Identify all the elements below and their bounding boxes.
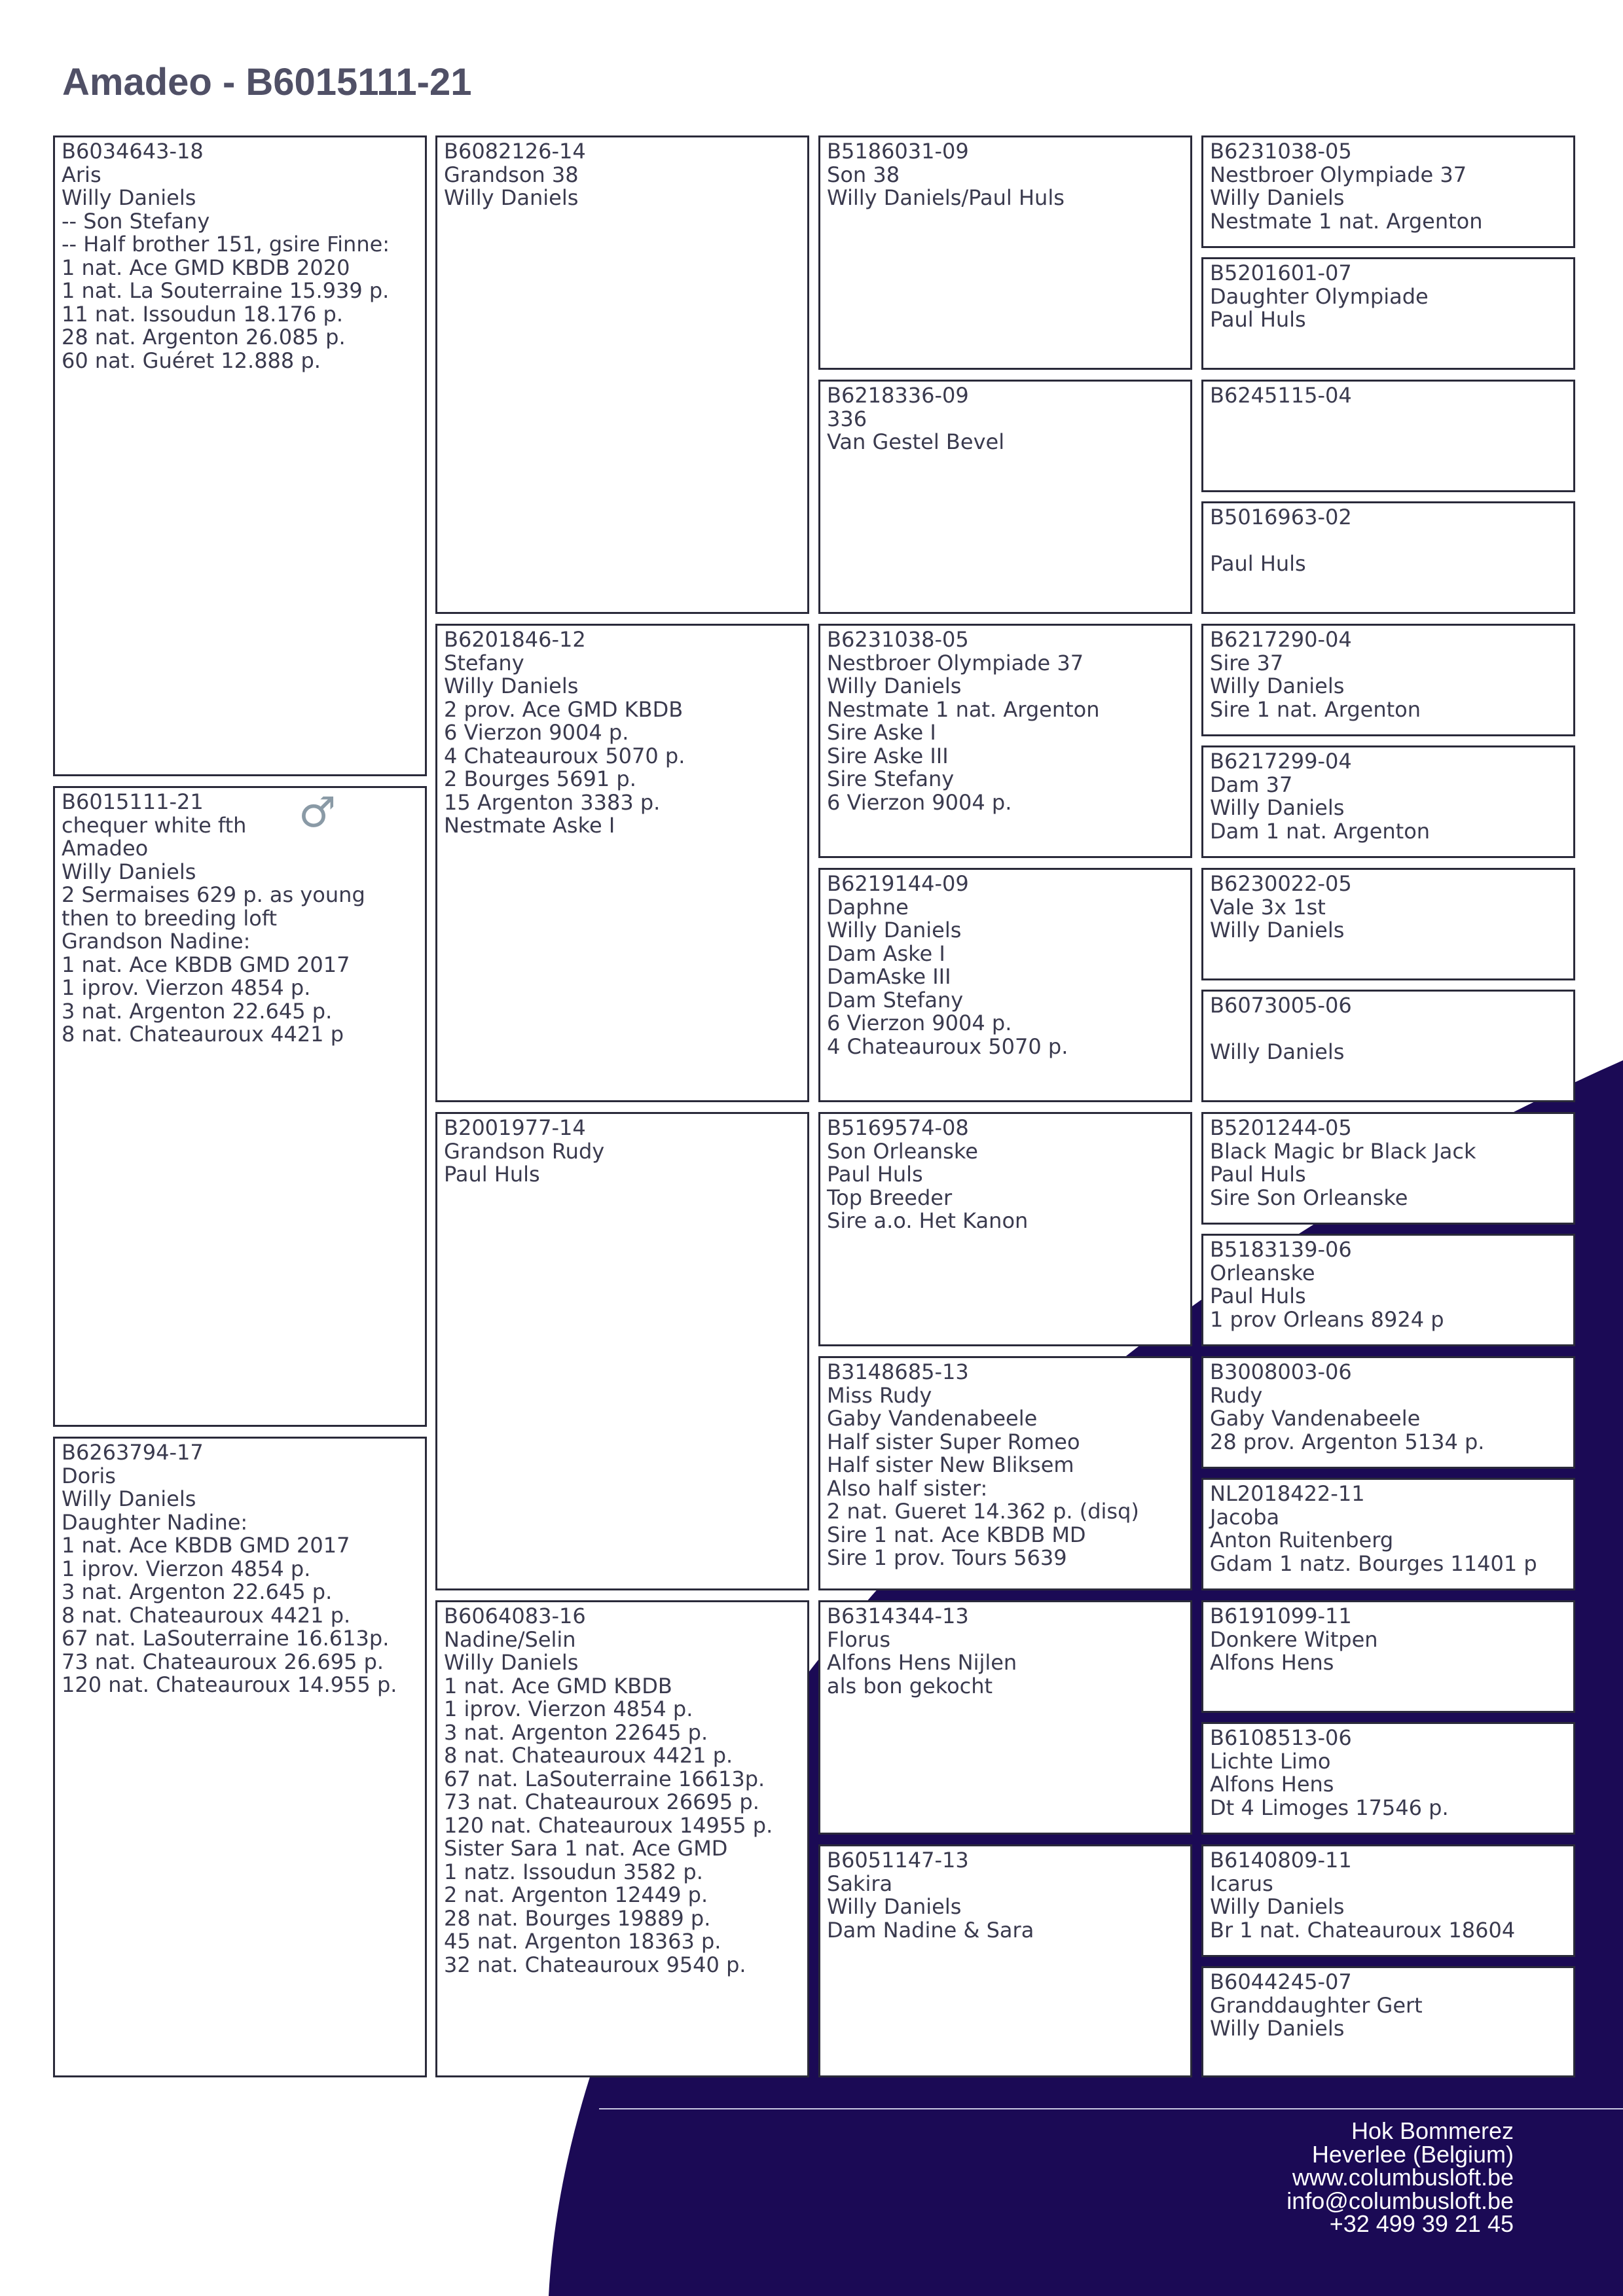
pedigree-line: Sister Sara 1 nat. Ace GMD xyxy=(444,1836,728,1861)
pedigree-line: Br 1 nat. Chateauroux 18604 xyxy=(1210,1917,1516,1943)
pedigree-line: Paul Huls xyxy=(444,1162,540,1187)
pedigree-line: Nestmate Aske I xyxy=(444,813,615,838)
pedigree-line: 73 nat. Chateauroux 26695 p. xyxy=(444,1789,759,1814)
pedigree-line: 67 nat. LaSouterraine 16613p. xyxy=(444,1766,765,1791)
pedigree-box-great-grandparent xyxy=(818,135,1192,370)
pedigree-line: 2 prov. Ace GMD KBDB xyxy=(444,696,684,722)
pedigree-line: DamAske III xyxy=(827,964,951,989)
pedigree-line: 1 nat. Ace KBDB GMD 2017 xyxy=(62,952,350,977)
pedigree-line: 1 nat. Ace GMD KBDB 2020 xyxy=(62,255,350,280)
pedigree-line: 28 nat. Argenton 26.085 p. xyxy=(62,325,346,350)
pedigree-box-grandparent xyxy=(435,624,809,1102)
pedigree-line: Black Magic br Black Jack xyxy=(1210,1138,1476,1164)
pedigree-line: Willy Daniels xyxy=(1210,795,1345,820)
pedigree-line: Willy Daniels xyxy=(444,673,579,698)
loft-location: Heverlee (Belgium) xyxy=(1311,2140,1514,2168)
pedigree-line: Anton Ruitenberg xyxy=(1210,1528,1394,1552)
pedigree-box-great-grandparent xyxy=(818,1112,1192,1346)
pedigree-line: Dam Nadine & Sara xyxy=(827,1917,1034,1943)
pedigree-line: Sire 1 nat. Ace KBDB MD xyxy=(827,1522,1086,1547)
pedigree-line: Daphne xyxy=(827,894,909,920)
ring-number: B6218336-09 xyxy=(827,383,969,408)
pedigree-line: 11 nat. Issoudun 18.176 p. xyxy=(62,301,343,327)
pedigree-line: 1 nat. Ace GMD KBDB xyxy=(444,1673,672,1698)
pedigree-box-great-great-grandparent xyxy=(1201,257,1575,370)
pedigree-line: 4 Chateauroux 5070 p. xyxy=(827,1033,1068,1059)
ring-number: B6051147-13 xyxy=(827,1848,969,1873)
website-link[interactable]: www.columbusloft.be xyxy=(1292,2164,1514,2191)
pedigree-line: 1 iprov. Vierzon 4854 p. xyxy=(444,1696,693,1721)
pedigree-box-subject xyxy=(53,786,427,1427)
ring-number: B5016963-02 xyxy=(1210,505,1352,529)
pedigree-line: Willy Daniels/Paul Huls xyxy=(827,185,1065,210)
pedigree-line: Willy Daniels xyxy=(1210,1894,1345,1919)
pedigree-line: Gdam 1 natz. Bourges 11401 p xyxy=(1210,1551,1537,1576)
pedigree-box-great-great-grandparent xyxy=(1201,1112,1575,1225)
pedigree-box-great-great-grandparent xyxy=(1201,501,1575,614)
pedigree-line: Nestmate 1 nat. Argenton xyxy=(827,696,1100,722)
pedigree-line: Jacoba xyxy=(1210,1504,1280,1530)
pedigree-line xyxy=(1210,529,1567,553)
pedigree-line: 45 nat. Argenton 18363 p. xyxy=(444,1929,721,1954)
ring-number: B5186031-09 xyxy=(827,139,969,164)
pedigree-line: Willy Daniels xyxy=(62,859,196,884)
pedigree-line: Donkere Witpen xyxy=(1210,1626,1378,1652)
male-symbol-icon: ♂ xyxy=(299,789,337,837)
pedigree-line: Sakira xyxy=(827,1871,893,1896)
ring-number: B6044245-07 xyxy=(1210,1969,1352,1994)
pedigree-line: 73 nat. Chateauroux 26.695 p. xyxy=(62,1649,384,1674)
pedigree-line: Willy Daniels xyxy=(827,673,962,698)
ring-number: B5201601-07 xyxy=(1210,260,1352,285)
pedigree-line: chequer white fth xyxy=(62,812,247,838)
pedigree-line: Icarus xyxy=(1210,1871,1273,1896)
pedigree-line: Willy Daniels xyxy=(1210,1039,1345,1064)
pedigree-line: Vale 3x 1st xyxy=(1210,894,1326,920)
pedigree-line: Willy Daniels xyxy=(444,1650,579,1675)
pedigree-box-dam xyxy=(53,1437,427,2077)
pedigree-line: 1 iprov. Vierzon 4854 p. xyxy=(62,975,311,1000)
pedigree-line xyxy=(1210,1018,1567,1041)
pedigree-line: 8 nat. Chateauroux 4421 p xyxy=(62,1022,344,1047)
pedigree-box-great-great-grandparent xyxy=(1201,990,1575,1102)
pedigree-line: Half sister New Bliksem xyxy=(827,1452,1074,1477)
pedigree-line: Aris xyxy=(62,162,101,187)
pedigree-line: Dam 1 nat. Argenton xyxy=(1210,818,1431,844)
contact-block xyxy=(1286,2119,1514,2236)
pedigree-line: Willy Daniels xyxy=(1210,918,1345,942)
ring-number: B5183139-06 xyxy=(1210,1237,1352,1262)
pedigree-line: 6 Vierzon 9004 p. xyxy=(444,720,629,745)
pedigree-line: Sire Aske III xyxy=(827,743,949,768)
pedigree-line: Son 38 xyxy=(827,162,900,187)
pedigree-box-grandparent xyxy=(435,1112,809,1590)
pedigree-line: Willy Daniels xyxy=(62,1486,196,1511)
pedigree-line: 1 prov Orleans 8924 p xyxy=(1210,1306,1444,1332)
pedigree-line: Willy Daniels xyxy=(1210,2016,1345,2041)
pedigree-line: Sire a.o. Het Kanon xyxy=(827,1208,1029,1233)
pedigree-line: Willy Daniels xyxy=(1210,185,1345,210)
pedigree-line: Paul Huls xyxy=(827,1162,923,1187)
pedigree-line: 4 Chateauroux 5070 p. xyxy=(444,743,685,768)
pedigree-line: 120 nat. Chateauroux 14.955 p. xyxy=(62,1672,397,1697)
ring-number: B6073005-06 xyxy=(1210,993,1352,1018)
pedigree-line: 28 prov. Argenton 5134 p. xyxy=(1210,1429,1485,1454)
pedigree-box-great-great-grandparent xyxy=(1201,1722,1575,1835)
pedigree-line: 1 nat. La Souterraine 15.939 p. xyxy=(62,278,390,303)
pedigree-line: Paul Huls xyxy=(1210,307,1306,332)
pedigree-line: 6 Vierzon 9004 p. xyxy=(827,1011,1012,1035)
ring-number: B6064083-16 xyxy=(444,1604,586,1628)
pedigree-box-great-great-grandparent xyxy=(1201,1234,1575,1346)
pedigree-line: -- Half brother 151, gsire Finne: xyxy=(62,232,390,257)
ring-number: B6245115-04 xyxy=(1210,383,1352,408)
pedigree-line: Lichte Limo xyxy=(1210,1748,1331,1774)
pedigree-line: Sire 1 prov. Tours 5639 xyxy=(827,1545,1067,1570)
pedigree-line: Willy Daniels xyxy=(827,1894,962,1919)
ring-number: B6314344-13 xyxy=(827,1604,969,1628)
pedigree-line: Dam Aske I xyxy=(827,941,945,966)
page-title: Amadeo - B6015111-21 xyxy=(62,61,472,103)
pedigree-line: Sire 1 nat. Argenton xyxy=(1210,696,1421,722)
pedigree-box-great-great-grandparent xyxy=(1201,1478,1575,1590)
ring-number: NL2018422-11 xyxy=(1210,1481,1365,1506)
pedigree-line: -- Son Stefany xyxy=(62,208,210,234)
ring-number: B2001977-14 xyxy=(444,1115,586,1140)
pedigree-box-great-grandparent xyxy=(818,1356,1192,1590)
footer-divider xyxy=(599,2108,1623,2109)
pedigree-box-great-great-grandparent xyxy=(1201,745,1575,858)
pedigree-line: Nestmate 1 nat. Argenton xyxy=(1210,208,1483,234)
pedigree-box-grandparent xyxy=(435,135,809,614)
pedigree-line: Son Orleanske xyxy=(827,1138,978,1164)
pedigree-box-great-grandparent xyxy=(818,624,1192,858)
pedigree-line: Grandson Rudy xyxy=(444,1138,605,1164)
pedigree-line: Nestbroer Olympiade 37 xyxy=(827,650,1084,675)
pedigree-line: Dam Stefany xyxy=(827,987,964,1013)
pedigree-line: 3 nat. Argenton 22.645 p. xyxy=(62,998,333,1024)
pedigree-line: Miss Rudy xyxy=(827,1382,932,1408)
pedigree-box-great-grandparent xyxy=(818,868,1192,1102)
pedigree-line: Gaby Vandenabeele xyxy=(827,1406,1038,1431)
pedigree-line: Willy Daniels xyxy=(444,185,579,210)
phone-number: +32 499 39 21 45 xyxy=(1329,2210,1514,2237)
loft-name: Hok Bommerez xyxy=(1351,2117,1514,2144)
pedigree-line: Sire 37 xyxy=(1210,650,1284,675)
pedigree-line: Gaby Vandenabeele xyxy=(1210,1406,1421,1431)
ring-number: B6108513-06 xyxy=(1210,1725,1352,1750)
pedigree-line: Paul Huls xyxy=(1210,551,1306,576)
pedigree-line: Alfons Hens xyxy=(1210,1772,1334,1797)
pedigree-box-grandparent xyxy=(435,1600,809,2077)
pedigree-line: Willy Daniels xyxy=(1210,673,1345,698)
pedigree-line: Orleanske xyxy=(1210,1260,1315,1285)
email-link[interactable]: info@columbusloft.be xyxy=(1286,2187,1514,2214)
pedigree-box-great-great-grandparent xyxy=(1201,135,1575,248)
pedigree-line: 32 nat. Chateauroux 9540 p. xyxy=(444,1952,746,1977)
pedigree-box-great-great-grandparent xyxy=(1201,1844,1575,1957)
pedigree-line: als bon gekocht xyxy=(827,1673,993,1698)
pedigree-box-great-great-grandparent xyxy=(1201,1356,1575,1469)
ring-number: B3008003-06 xyxy=(1210,1359,1352,1384)
pedigree-line: Doris xyxy=(62,1463,116,1488)
pedigree-line: Nestbroer Olympiade 37 xyxy=(1210,162,1467,187)
pedigree-line: Van Gestel Bevel xyxy=(827,429,1005,454)
pedigree-line: Willy Daniels xyxy=(827,918,962,942)
pedigree-line: Daughter Nadine: xyxy=(62,1509,248,1535)
pedigree-line: Nadine/Selin xyxy=(444,1626,576,1652)
pedigree-line: 6 Vierzon 9004 p. xyxy=(827,789,1012,815)
pedigree-line: Paul Huls xyxy=(1210,1283,1306,1308)
pedigree-line: 28 nat. Bourges 19889 p. xyxy=(444,1905,711,1931)
pedigree-line: Alfons Hens xyxy=(1210,1650,1334,1675)
pedigree-line: 2 Sermaises 629 p. as young xyxy=(62,882,365,907)
ring-number: B5201244-05 xyxy=(1210,1115,1352,1140)
pedigree-line: 8 nat. Chateauroux 4421 p. xyxy=(62,1602,351,1628)
pedigree-box-great-great-grandparent xyxy=(1201,380,1575,492)
ring-number: B6034643-18 xyxy=(62,139,204,164)
pedigree-line: 1 nat. Ace KBDB GMD 2017 xyxy=(62,1533,350,1558)
pedigree-line: 67 nat. LaSouterraine 16.613p. xyxy=(62,1626,390,1651)
pedigree-line: Willy Daniels xyxy=(62,185,196,210)
pedigree-line: 3 nat. Argenton 22645 p. xyxy=(444,1719,708,1745)
ring-number: B6217290-04 xyxy=(1210,627,1352,652)
ring-number: B6263794-17 xyxy=(62,1440,204,1465)
pedigree-line: 2 Bourges 5691 p. xyxy=(444,766,636,791)
pedigree-line: Paul Huls xyxy=(1210,1162,1306,1187)
pedigree-box-great-grandparent xyxy=(818,380,1192,614)
pedigree-line: Daughter Olympiade xyxy=(1210,283,1429,309)
ring-number: B6217299-04 xyxy=(1210,749,1352,774)
pedigree-line: 3 nat. Argenton 22.645 p. xyxy=(62,1579,333,1604)
pedigree-box-great-great-grandparent xyxy=(1201,868,1575,980)
pedigree-box-great-great-grandparent xyxy=(1201,1600,1575,1713)
pedigree-line: Sire Stefany xyxy=(827,766,955,791)
pedigree-line: Florus xyxy=(827,1626,890,1652)
pedigree-line: 8 nat. Chateauroux 4421 p. xyxy=(444,1743,733,1768)
pedigree-line: Sire Aske I xyxy=(827,720,936,745)
pedigree-box-great-great-grandparent xyxy=(1201,624,1575,736)
ring-number: B6140809-11 xyxy=(1210,1848,1352,1873)
ring-number: B6191099-11 xyxy=(1210,1604,1352,1628)
pedigree-line: then to breeding loft xyxy=(62,905,278,931)
pedigree-line: Grandson Nadine: xyxy=(62,929,251,954)
pedigree-line: 15 Argenton 3383 p. xyxy=(444,789,661,815)
ring-number: B6201846-12 xyxy=(444,627,586,652)
pedigree-line: Amadeo xyxy=(62,836,149,861)
pedigree-line: 2 nat. Gueret 14.362 p. (disq) xyxy=(827,1499,1139,1524)
pedigree-line: Rudy xyxy=(1210,1382,1263,1408)
ring-number: B6231038-05 xyxy=(827,627,969,652)
pedigree-line: Dam 37 xyxy=(1210,772,1293,797)
pedigree-line: Sire Son Orleanske xyxy=(1210,1185,1408,1210)
pedigree-line: Top Breeder xyxy=(827,1185,953,1210)
ring-number: B3148685-13 xyxy=(827,1359,969,1384)
pedigree-line: Granddaughter Gert xyxy=(1210,1992,1423,2018)
pedigree-line: Also half sister: xyxy=(827,1475,988,1501)
pedigree-line: 1 natz. Issoudun 3582 p. xyxy=(444,1859,703,1884)
pedigree-line: 120 nat. Chateauroux 14955 p. xyxy=(444,1812,773,1838)
pedigree-box-great-grandparent xyxy=(818,1600,1192,1835)
pedigree-line: Stefany xyxy=(444,650,524,675)
pedigree-box-great-great-grandparent xyxy=(1201,1966,1575,2077)
ring-number: B6230022-05 xyxy=(1210,871,1352,896)
ring-number: B6082126-14 xyxy=(444,139,586,164)
ring-number: B5169574-08 xyxy=(827,1115,969,1140)
ring-number: B6219144-09 xyxy=(827,871,969,896)
pedigree-line: 60 nat. Guéret 12.888 p. xyxy=(62,348,321,373)
pedigree-line: Half sister Super Romeo xyxy=(827,1429,1080,1454)
pedigree-line: 1 iprov. Vierzon 4854 p. xyxy=(62,1556,311,1581)
ring-number: B6231038-05 xyxy=(1210,139,1352,164)
pedigree-line: Alfons Hens Nijlen xyxy=(827,1650,1017,1675)
pedigree-box-great-grandparent xyxy=(818,1844,1192,2077)
pedigree-line: Grandson 38 xyxy=(444,162,579,187)
pedigree-line: Dt 4 Limoges 17546 p. xyxy=(1210,1795,1449,1820)
pedigree-line: 336 xyxy=(827,406,867,431)
pedigree-line: 2 nat. Argenton 12449 p. xyxy=(444,1882,708,1907)
pedigree-box-sire xyxy=(53,135,427,776)
ring-number: B6015111-21 xyxy=(62,789,204,814)
